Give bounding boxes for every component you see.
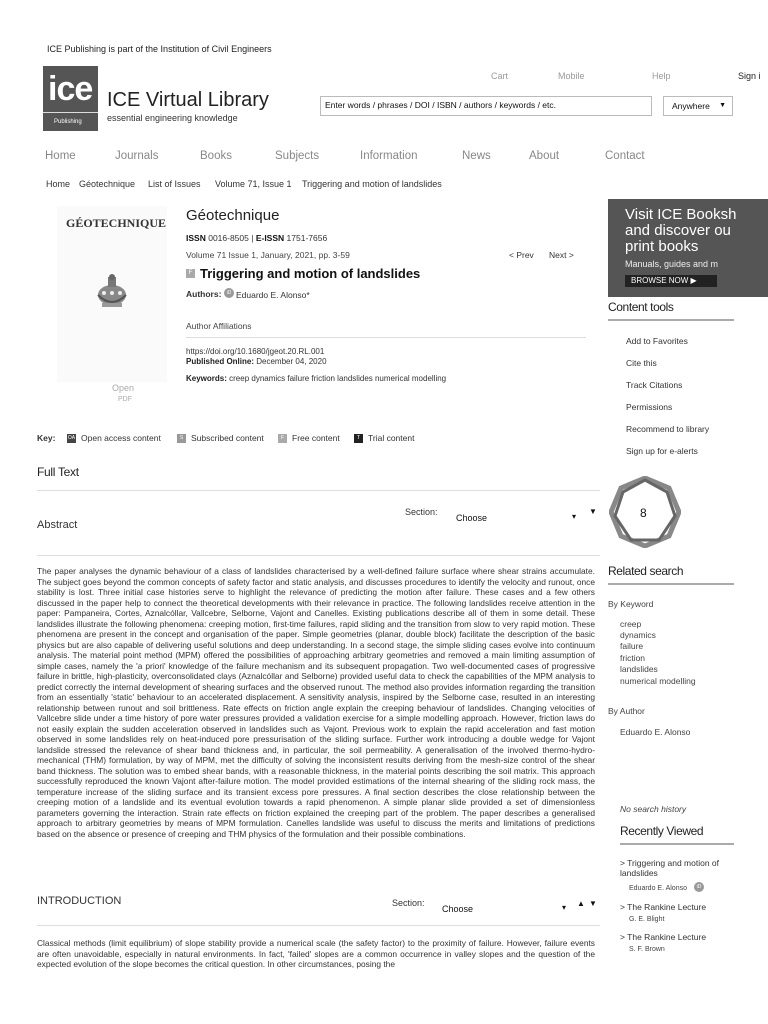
ad-line: Visit ICE Booksh (625, 206, 737, 223)
published-online (186, 357, 327, 366)
permissions-link[interactable]: Permissions (626, 402, 673, 412)
prev-article-link[interactable]: < Prev (509, 250, 534, 260)
divider (608, 583, 734, 585)
arrow-up-icon[interactable]: ▲ (577, 899, 585, 908)
subscribed-badge: S (177, 434, 186, 443)
ad-line: print books (625, 238, 699, 255)
section-select[interactable]: Choose (442, 904, 474, 914)
recent-item-author: G. E. Blight (629, 916, 665, 923)
orcid-icon[interactable]: iD (224, 288, 234, 298)
free-badge: F (278, 434, 287, 443)
search-scope-value: Anywhere (672, 101, 710, 111)
journal-cover[interactable] (57, 206, 167, 382)
keyword-link[interactable]: dynamics (620, 630, 656, 640)
cart-link[interactable]: Cart (491, 71, 509, 81)
search-scope-select[interactable] (663, 96, 733, 116)
issn-info: ISSN 0016-8505 | E-ISSN 1751-7656 (186, 233, 328, 243)
cover-journal-logo: GÉOTECHNIQUE (66, 216, 167, 230)
keywords-label: Keywords: (186, 374, 227, 383)
section-label: Section: (392, 898, 425, 908)
nav-books[interactable]: Books (200, 150, 232, 162)
arrow-down-icon[interactable]: ▼ (589, 507, 597, 516)
arrow-right-icon: > (620, 902, 628, 912)
sign-in-link[interactable]: Sign i (738, 71, 761, 81)
e-alerts-link[interactable]: Sign up for e-alerts (626, 446, 698, 456)
divider (37, 490, 600, 491)
chevron-down-icon[interactable]: ▾ (562, 903, 567, 912)
content-tools-heading: Content tools (608, 300, 674, 314)
recent-item[interactable] (620, 932, 706, 942)
recent-item-author: Eduardo E. Alonso (629, 885, 687, 892)
breadcrumb-home[interactable]: Home (46, 179, 71, 189)
breadcrumb-volume[interactable]: Volume 71, Issue 1 (215, 179, 292, 189)
ad-subtext: Manuals, guides and m (625, 259, 719, 269)
key-subscribed: Subscribed content (191, 433, 264, 443)
key-trial: Trial content (368, 433, 415, 443)
nav-contact[interactable]: Contact (605, 150, 645, 162)
ice-notice: ICE Publishing is part of the Institution of Civil Engineers (47, 44, 272, 54)
content-key (37, 433, 457, 445)
recent-item-title[interactable]: Triggering and motion of landslides (620, 858, 719, 878)
keyword-link[interactable]: failure (620, 641, 644, 651)
altmetric-score: 8 (640, 506, 647, 520)
recent-item-title[interactable]: The Rankine Lecture (627, 932, 707, 942)
abstract-text: The paper analyses the dynamic behaviour of a class of landslides characterised by a well-defined failure surface where shear strains accumulate. The subject goes beyond the common concepts of safety factor and static analysis, and discusses procedures to identify the velocity and runout, once stability is lost. Three initial case histories serve to highlight the relevance of predicting the motion after failure. These cases and a few others discussed in the paper help to connect the theoretical developments with their relevance in practice. The following landslides receive attention in the paper: Pampaneira, Cortes, Aznalcóllar, Vallcebre, Selborne, Vajont and Canelles. Existing publications describe all of them in some detail. These landslides illustrate the following phenomena: creeping motion, first-time failures, rapid sliding and the transition from slow to very rapid motion. These phenomena are present in the concept and organisation of the paper. Simple geometries (planar, double block) facilitate the description of the basic physics but are also capable of delivering useful solutions and deep understanding. In a second stage, the simple sliding cases evolve into continuum analysis. The material point method (MPM) offered the possibilities of approaching arbitrary geometries and removed a main limiting assumption of simple cases, namely the 'a priori' knowledge of the failure mechanism and its subsequent propagation. Two well-documented cases of progressive failure in brittle, high-plasticity, overconsolidated clays (Aznalcóllar and Selborne) provided useful data to check the capabilities of the MPM analysis to predict correctly the internal development of shearing surfaces and the observed runout. The method also provides information regarding the transition from an essentially 'static' behaviour to an accelerated displacement. A sensitivity analysis, inspired by the Selborne case, resulted in an interesting relationship between runout and soil brittleness. Rate effects on friction angle explain the creeping behaviour of landslides. Changing velocities of Vallcebre slide under a time history of pore water pressures provided a validation exercise for a simple modelling approach. However, friction laws do not easily explain the sudden acceleration observed in landslides such as Vajont. Previous work to explain the rapid acceleration and fast motion observed in some landslides rely on heat-induced pore pressurisation of the sliding surface. Further work introducing a double wedge for Vajont landslide stressed the relevance of shear band thickness and, in particular, the soil permeability. A generalisation of the involved thermo-hydro-mechanical (THM) formulation, by way of MPM, met the difficulty of solving the inconsistent results deriving from the mesh-size control of the shear band thickness. The solution was to embed shear bands, with a reasonable thickness, in the material points describing the soil matrix. This approach successfully reproduced the known Vajont after-failure motion. The model provided estimations of the internal shearing of the sliding rock mass, the temperature increase of the sliding surface and its transient excess pore pressures. A final section describes the close relationship between the creeping motion of a landslide and its eventual evolution towards a rapid phenomenon. A simple planar slide provided a set of dimensionless parameters governing the interaction. Strain rate effects on friction explained the creeping part of the problem. The paper describes a generalised approach to arbitrary geometries by means of MPM formulation. Canelles landslide was useful to discuss the merits and limitations of predictions based on the absence or presence of creeping and THM physics of the formulation and their possible combinations. (37, 566, 595, 839)
recent-item-title[interactable]: The Rankine Lecture (627, 902, 707, 912)
breadcrumb-issues[interactable]: List of Issues (148, 179, 201, 189)
author-affiliations-toggle[interactable]: Author Affiliations (186, 321, 252, 331)
free-content-badge: F (186, 269, 195, 278)
recent-item[interactable] (620, 858, 738, 878)
by-keyword-label: By Keyword (608, 599, 654, 609)
introduction-heading: INTRODUCTION (37, 895, 122, 907)
key-free: Free content (292, 433, 340, 443)
introduction-text: Classical methods (limit equilibrium) of slope stability provide a numerical scale (the safety factor) to the proximity of failure. However, failure events are often unavoidable, especially in natural environments. In fact, 'failed' slopes are a common occurrence in valley slopes and the question of the expected evolution of the slope becomes the critical question. In other circumstances, posing the (37, 938, 595, 969)
full-text-heading: Full Text (37, 465, 79, 479)
utility-nav (0, 71, 768, 85)
volume-info[interactable]: Volume 71 Issue 1, January, 2021, pp. 3-59 (186, 250, 350, 260)
section-label: Section: (405, 507, 438, 517)
issn-value: 0016-8505 (208, 233, 249, 243)
ad-line: and discover ou (625, 222, 731, 239)
site-title[interactable]: ICE Virtual Library (107, 89, 269, 111)
eissn-value: 1751-7656 (286, 233, 328, 243)
nav-news[interactable]: News (462, 150, 491, 162)
crest-icon (94, 273, 130, 311)
arrow-right-icon: > (620, 858, 628, 868)
no-search-history: No search history (620, 804, 687, 814)
site-subtitle: essential engineering knowledge (107, 113, 238, 123)
eissn-label: E-ISSN (255, 233, 285, 243)
mobile-link[interactable]: Mobile (558, 71, 585, 81)
keyword-link[interactable]: landslides (620, 664, 658, 674)
divider (37, 555, 600, 556)
altmetric-badge[interactable] (609, 476, 681, 548)
nav-about[interactable]: About (529, 150, 560, 162)
doi-link[interactable]: https://doi.org/10.1680/jgeot.20.RL.001 (186, 347, 325, 356)
section-select[interactable]: Choose (456, 513, 488, 523)
keyword-link[interactable]: numerical modelling (620, 676, 696, 686)
nav-information[interactable]: Information (360, 150, 418, 162)
recent-item[interactable] (620, 902, 706, 912)
nav-home[interactable]: Home (45, 150, 76, 162)
recommend-to-library-link[interactable]: Recommend to library (626, 424, 710, 434)
divider (186, 337, 586, 338)
keyword-link[interactable]: friction (620, 653, 646, 663)
divider (608, 319, 734, 321)
chevron-down-icon: ▼ (719, 102, 726, 109)
divider (37, 925, 600, 926)
track-citations-link[interactable]: Track Citations (626, 380, 683, 390)
logo-divider (43, 112, 98, 113)
journal-name[interactable]: Géotechnique (186, 207, 280, 224)
nav-subjects[interactable]: Subjects (275, 150, 320, 162)
nav-journals[interactable]: Journals (115, 150, 159, 162)
trial-badge: T (354, 434, 363, 443)
logo-text: ice (48, 70, 93, 108)
recently-viewed-heading: Recently Viewed (620, 824, 704, 838)
recent-item-author: S. F. Brown (629, 946, 665, 953)
breadcrumb-journal[interactable]: Géotechnique (79, 179, 136, 189)
author-link[interactable]: Eduardo E. Alonso* (236, 290, 310, 300)
published-label: Published Online: (186, 357, 255, 366)
keyword-link[interactable]: creep (620, 619, 642, 629)
divider (620, 843, 734, 845)
breadcrumb-article: Triggering and motion of landslides (302, 179, 442, 189)
abstract-heading: Abstract (37, 519, 78, 531)
key-open-access: Open access content (81, 433, 161, 443)
open-pdf-link[interactable]: Open (112, 383, 135, 393)
browse-now-button[interactable]: BROWSE NOW ▶ (625, 275, 717, 287)
issn-label: ISSN (186, 233, 206, 243)
search-input[interactable] (321, 97, 649, 113)
open-access-badge: OA (67, 435, 76, 441)
arrow-right-icon: > (620, 932, 628, 942)
chevron-down-icon[interactable]: ▾ (572, 512, 577, 521)
authors-label: Authors: (186, 289, 222, 299)
logo-subtext: Publishing (54, 119, 82, 125)
arrow-down-icon[interactable]: ▼ (589, 899, 597, 908)
keywords-value: creep dynamics failure friction landslides numerical modelling (229, 374, 447, 383)
keywords (186, 374, 446, 383)
key-label: Key: (37, 433, 56, 443)
search-box (320, 96, 652, 116)
bookshop-ad[interactable] (608, 199, 768, 297)
related-search-heading: Related search (608, 564, 684, 578)
next-article-link[interactable]: Next > (549, 250, 574, 260)
published-date: December 04, 2020 (256, 357, 327, 366)
orcid-icon[interactable]: iD (694, 882, 704, 892)
article-title: Triggering and motion of landslides (200, 266, 421, 281)
pdf-label[interactable]: PDF (118, 396, 132, 403)
author-search-link[interactable]: Eduardo E. Alonso (620, 727, 691, 737)
help-link[interactable]: Help (652, 71, 671, 81)
add-to-favorites-link[interactable]: Add to Favorites (626, 336, 688, 346)
by-author-label: By Author (608, 706, 645, 716)
cite-this-link[interactable]: Cite this (626, 358, 657, 368)
